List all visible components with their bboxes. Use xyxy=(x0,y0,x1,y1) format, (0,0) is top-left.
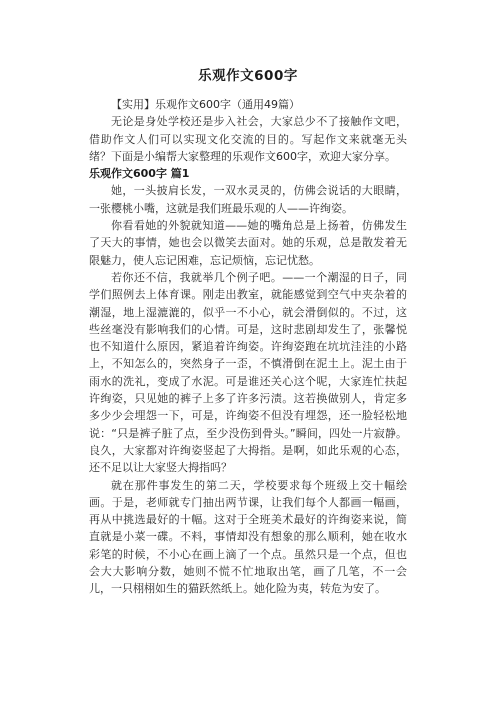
body-paragraph: 她，一头披肩长发，一双水灵灵的，仿佛会说话的大眼睛，一张樱桃小嘴，这就是我们班最乐观的人——许绚姿。 xyxy=(89,184,407,215)
body-paragraph: 就在那件事发生的第二天，学校要求每个班级上交十幅绘画。于是，老师就专门抽出两节课，让我们每个人都画一幅画，再从中挑选最好的十幅。这对于全班美术最好的许绚姿来说，简直就是小菜一碟。不料，事情却没有想象的那么顺利，她在收水彩笔的时候，不小心在画上滴了一个点。虽然只是一个点，但也会大大影响分数，她则不慌不忙地取出笔，画了几笔，不一会儿，一只栩栩如生的猫跃然纸上。她化险为夷，转危为安了。 xyxy=(89,478,407,596)
section-heading: 乐观作文600字 篇1 xyxy=(89,167,190,181)
document-body xyxy=(89,96,407,598)
body-paragraph: 你看看她的外貌就知道——她的嘴角总是上扬着，仿佛发生了天大的事情，她也会以微笑去面对。她的乐观，总是散发着无限魅力，使人忘记困难，忘记烦恼，忘记忧愁。 xyxy=(89,219,407,267)
body-paragraph: 若你还不信，我就举几个例子吧。——一个潮湿的日子，同学们照例去上体育课。刚走出教室，就能感觉到空气中夹杂着的潮湿，地上湿漉漉的，似乎一不小心，就会滑倒似的。不过，这些丝毫没有影响我们的心情。可是，这时悲剧却发生了，张馨悦也不知道什么原因，紧追着许绚姿。许绚姿跑在坑坑洼洼的小路上，不知怎么的，突然身子一歪，不慎滑倒在泥土上。泥土由于雨水的洗礼，变成了水泥。可是谁还关心这个呢，大家连忙扶起许绚姿，只见她的裤子上多了许多污渍。这若换做别人，肯定多多少少会埋怨一下，可是，许绚姿不但没有埋怨，还一脸轻松地说：“只是裤子脏了点，至少没伤到骨头。”瞬间，四处一片寂静。良久，大家都对许绚姿竖起了大拇指。是啊，如此乐观的心态，还不足以让大家竖大拇指吗？ xyxy=(89,270,407,475)
intro-paragraph: 无论是身处学校还是步入社会，大家总少不了接触作文吧，借助作文人们可以实现文化交流的目的。写起作文来就毫无头绪？下面是小编帮大家整理的乐观作文600字，欢迎大家分享。 xyxy=(89,115,407,163)
document-title: 乐观作文600字 xyxy=(198,68,298,84)
intro-line: 【实用】乐观作文600字（通用49篇） xyxy=(111,98,300,111)
